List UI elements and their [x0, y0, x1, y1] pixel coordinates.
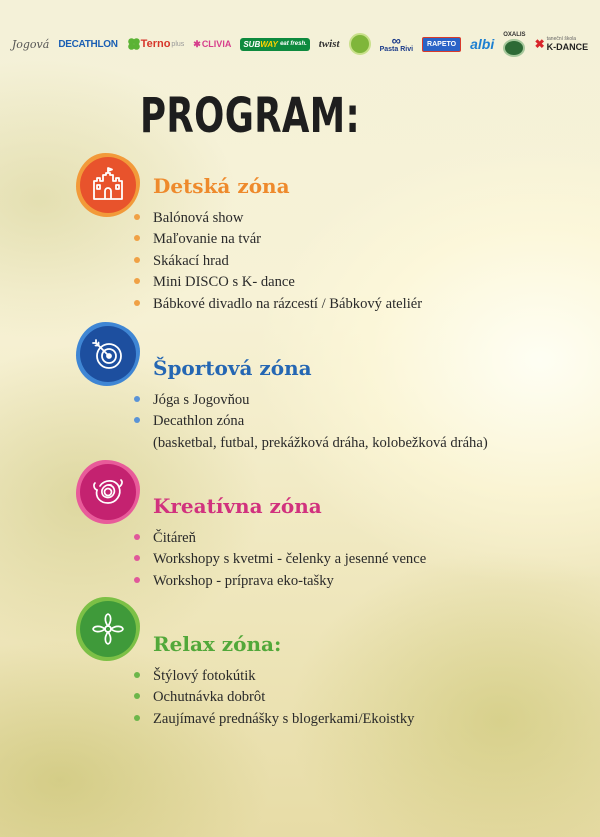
terno-logo-text: Terno	[140, 38, 171, 50]
rose-icon	[88, 472, 128, 512]
zone-relax-title: Relax zóna:	[153, 632, 282, 656]
clivia-logo	[193, 39, 231, 50]
zone-creative-badge	[76, 460, 140, 524]
list-item: Jóga s Jogovňou	[134, 390, 488, 411]
clivia-logo-text: CLIVIA	[201, 39, 232, 49]
list-item: Workshopy s kvetmi - čelenky a jesenné vence	[134, 549, 426, 570]
terno-logo-sub: plus	[171, 40, 185, 48]
list-item: Skákací hrad	[134, 251, 422, 272]
list-item-detail: (basketbal, futbal, prekážková dráha, kolobežková dráha)	[153, 434, 488, 451]
target-icon	[88, 334, 128, 374]
list-item: Balónová show	[134, 208, 422, 229]
list-item: Maľovanie na tvár	[134, 229, 422, 250]
albi-logo: albi	[470, 36, 495, 52]
rapeto-logo: RAPETO	[422, 37, 461, 52]
oxalis-emblem-icon	[503, 39, 525, 57]
jogova-logo: Jogová	[11, 37, 50, 51]
clover-icon	[127, 37, 141, 51]
list-item: Mini DISCO s K- dance	[134, 272, 422, 293]
list-item: Decathlon zóna (basketbal, futbal, prekážková dráha, kolobežková dráha)	[134, 411, 488, 454]
zone-children-list	[134, 208, 422, 315]
kdance-logo	[535, 36, 589, 52]
list-item: Ochutnávka dobrôt	[134, 687, 414, 708]
zone-children-title: Detská zóna	[153, 174, 290, 198]
infinity-icon: ∞	[391, 32, 401, 48]
list-item: Bábkové divadlo na rázcestí / Bábkový ateliér	[134, 294, 422, 315]
subway-logo-b: WAY	[260, 39, 278, 49]
zone-relax-list	[134, 666, 414, 730]
subway-logo	[240, 38, 309, 51]
star-icon: ✱	[193, 38, 201, 49]
kdance-logo-text: K-DANCE	[546, 42, 589, 52]
zone-sport-title: Športová zóna	[153, 356, 312, 380]
oxalis-logo-text: OXALIS	[503, 31, 526, 38]
list-item: Workshop - príprava eko-tašky	[134, 571, 426, 592]
oxalis-logo	[503, 32, 525, 57]
zone-sport-list	[134, 390, 488, 454]
zone-creative-title: Kreatívna zóna	[153, 494, 322, 518]
castle-icon	[88, 165, 128, 205]
kdance-mark-icon: ✖	[534, 37, 545, 51]
list-item: Zaujímavé prednášky s blogerkami/Ekoistky	[134, 709, 414, 730]
terno-logo	[127, 37, 185, 51]
kdance-logo-small: taneční škola	[546, 36, 577, 42]
page-title: PROGRAM:	[140, 88, 361, 144]
twist-logo: twist	[318, 38, 340, 50]
subway-logo-a: SUB	[243, 39, 261, 49]
sponsor-logos	[0, 30, 600, 58]
list-item: Štýlový fotokútik	[134, 666, 414, 687]
subway-logo-c: eat fresh.	[280, 41, 307, 47]
zone-children-badge	[76, 153, 140, 217]
decathlon-logo: DECATHLON	[58, 38, 118, 50]
green-circle-logo	[349, 33, 371, 55]
list-item: Čitáreň	[134, 528, 426, 549]
pasta-rivi-logo	[379, 32, 414, 54]
pasta-rivi-text: Pasta Rivi	[379, 45, 414, 53]
zone-creative-list	[134, 528, 426, 592]
flower-icon	[88, 609, 128, 649]
zone-sport-badge	[76, 322, 140, 386]
zone-relax-badge	[76, 597, 140, 661]
